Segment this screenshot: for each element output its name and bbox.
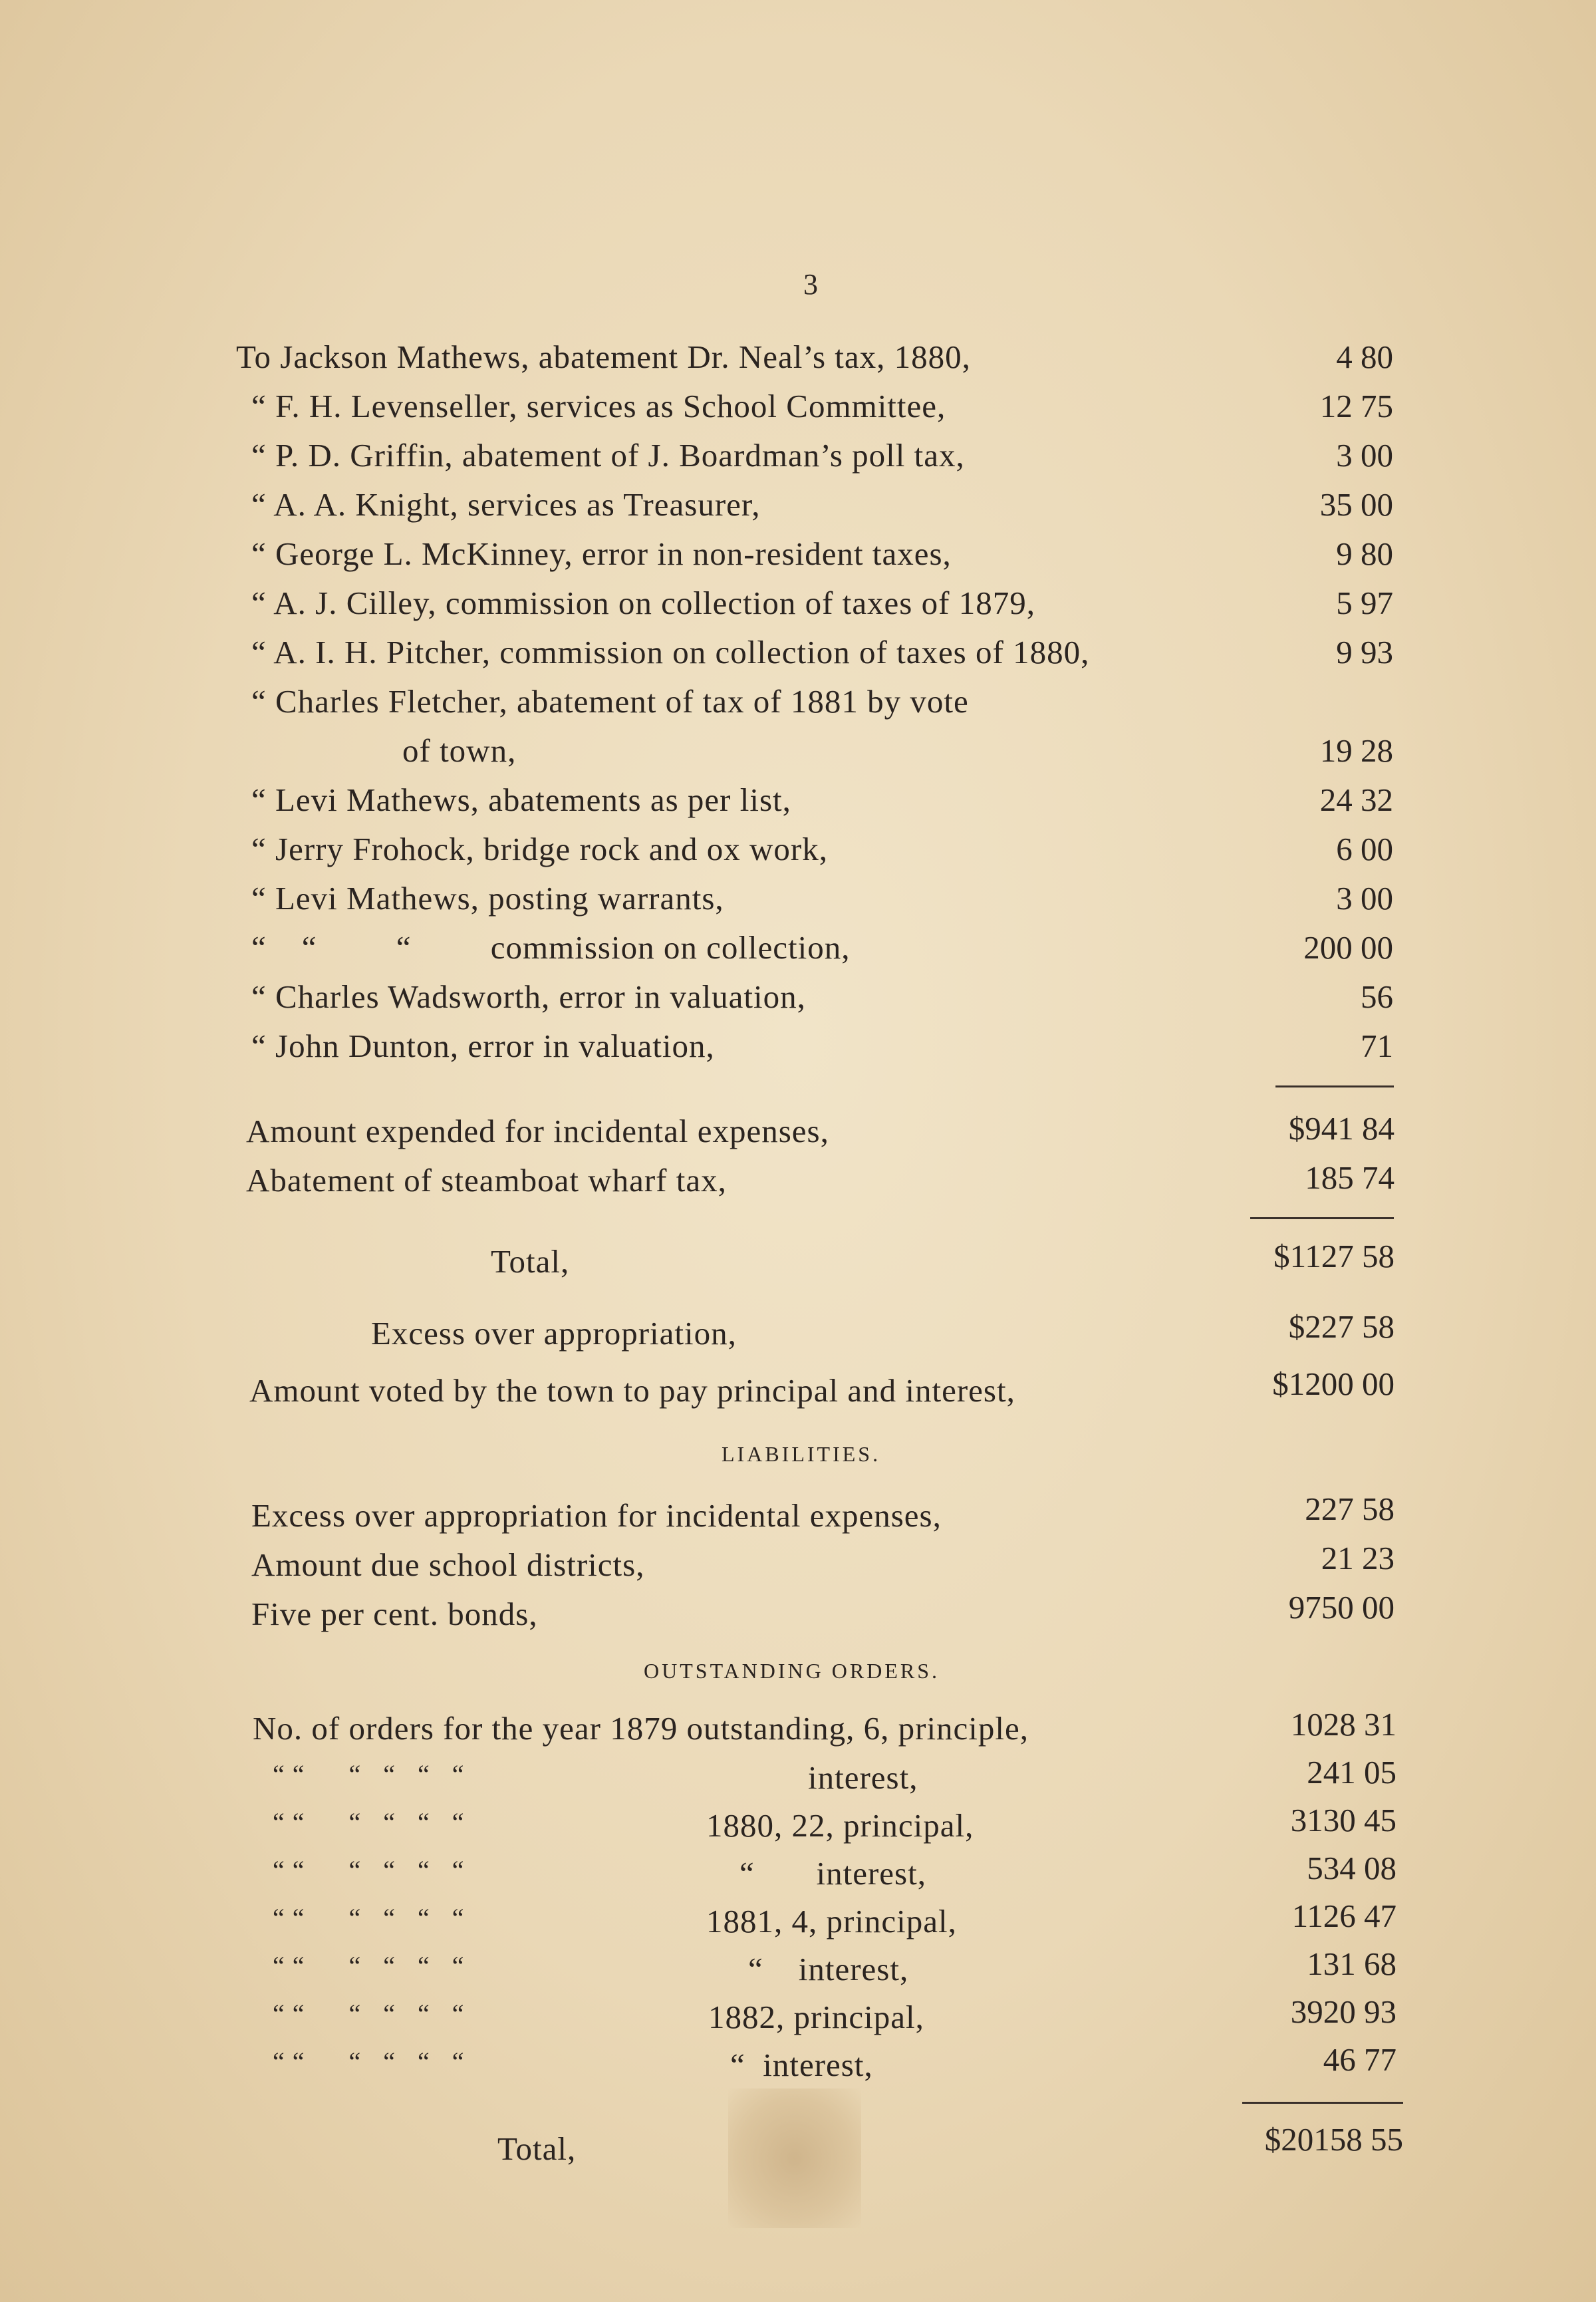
entry-text: “ P. D. Griffin, abatement of J. Boardman’s poll tax, bbox=[251, 437, 965, 474]
sum-rule bbox=[1242, 2102, 1403, 2104]
order-text: “ interest, bbox=[730, 2047, 873, 2083]
sum-rule bbox=[1275, 1085, 1394, 1087]
order-amount: 46 77 bbox=[1323, 2041, 1396, 2078]
order-text: “ interest, bbox=[739, 1855, 926, 1892]
order-amount: 1126 47 bbox=[1291, 1898, 1396, 1934]
ditto-marks: “ “ “ “ “ “ bbox=[273, 1855, 465, 1885]
entry-amount: 56 bbox=[1361, 978, 1393, 1015]
entry-amount: 9 80 bbox=[1336, 535, 1393, 572]
entry-text: “ Levi Mathews, abatements as per list, bbox=[251, 782, 791, 818]
order-text: 1880, 22, principal, bbox=[706, 1807, 974, 1844]
total-amount: $20158 55 bbox=[1264, 2121, 1403, 2158]
excess-amount: $227 58 bbox=[1288, 1308, 1395, 1345]
entry-amount: 71 bbox=[1361, 1028, 1393, 1064]
voted-label: Amount voted by the town to pay principal and interest, bbox=[249, 1372, 1015, 1409]
entry-text: “ Charles Fletcher, abatement of tax of 1881 by vote bbox=[251, 683, 969, 720]
entry-text: of town, bbox=[402, 732, 517, 769]
entry-text: “ “ “ commission on collection, bbox=[251, 929, 851, 966]
page-number: 3 bbox=[803, 268, 819, 301]
entry-amount: 200 00 bbox=[1303, 929, 1393, 966]
order-text: interest, bbox=[808, 1759, 918, 1796]
liability-text: Amount due school districts, bbox=[251, 1546, 645, 1583]
entry-amount: 24 32 bbox=[1319, 782, 1393, 818]
entry-text: “ A. I. H. Pitcher, commission on collection of taxes of 1880, bbox=[251, 634, 1090, 670]
total-amount: $1127 58 bbox=[1273, 1238, 1395, 1274]
ditto-marks: “ “ “ “ “ “ bbox=[273, 1759, 465, 1789]
entry-amount: 4 80 bbox=[1336, 339, 1393, 375]
order-amount: 131 68 bbox=[1307, 1945, 1396, 1982]
ditto-marks: “ “ “ “ “ “ bbox=[273, 1999, 465, 2029]
total-label: Total, bbox=[497, 2130, 577, 2167]
order-amount: 3920 93 bbox=[1290, 1993, 1396, 2030]
entry-text: To Jackson Mathews, abatement Dr. Neal’s tax, 1880, bbox=[236, 339, 971, 375]
liabilities-heading: LIABILITIES. bbox=[722, 1442, 881, 1466]
entry-amount: 3 00 bbox=[1336, 880, 1393, 917]
total-label: Total, bbox=[491, 1243, 570, 1280]
order-amount: 3130 45 bbox=[1290, 1802, 1396, 1838]
summary-text: Amount expended for incidental expenses, bbox=[246, 1113, 829, 1149]
ditto-marks: “ “ “ “ “ “ bbox=[273, 1903, 465, 1933]
voted-amount: $1200 00 bbox=[1272, 1366, 1395, 1402]
entry-amount: 9 93 bbox=[1336, 634, 1393, 670]
entry-text: “ John Dunton, error in valuation, bbox=[251, 1028, 715, 1064]
ditto-marks: “ “ “ “ “ “ bbox=[273, 1807, 465, 1837]
orders-heading: OUTSTANDING ORDERS. bbox=[644, 1659, 940, 1683]
entry-amount: 5 97 bbox=[1336, 585, 1393, 621]
sum-rule bbox=[1250, 1217, 1394, 1219]
entry-amount: 6 00 bbox=[1336, 831, 1393, 867]
excess-label: Excess over appropriation, bbox=[371, 1315, 737, 1352]
order-text: 1882, principal, bbox=[708, 1999, 924, 2035]
entry-text: “ Jerry Frohock, bridge rock and ox work, bbox=[251, 831, 828, 867]
liability-amount: 21 23 bbox=[1321, 1540, 1395, 1576]
summary-amount: 185 74 bbox=[1305, 1159, 1395, 1196]
entry-text: “ Levi Mathews, posting warrants, bbox=[251, 880, 724, 917]
entry-text: “ F. H. Levenseller, services as School Committee, bbox=[251, 388, 946, 424]
order-amount: 534 08 bbox=[1307, 1850, 1396, 1886]
order-first-text: No. of orders for the year 1879 outstanding, 6, principle, bbox=[253, 1710, 1029, 1747]
order-amount: 241 05 bbox=[1307, 1754, 1396, 1791]
ditto-marks: “ “ “ “ “ “ bbox=[273, 2047, 465, 2077]
ditto-marks: “ “ “ “ “ “ bbox=[273, 1951, 465, 1981]
entry-text: “ Charles Wadsworth, error in valuation, bbox=[251, 978, 806, 1015]
liability-amount: 9750 00 bbox=[1288, 1589, 1395, 1626]
entry-amount: 35 00 bbox=[1319, 486, 1393, 523]
entry-amount: 19 28 bbox=[1319, 732, 1393, 769]
order-amount: 1028 31 bbox=[1290, 1706, 1396, 1743]
liability-amount: 227 58 bbox=[1305, 1491, 1395, 1527]
paper-stain bbox=[728, 2088, 861, 2228]
entry-text: “ A. J. Cilley, commission on collection of taxes of 1879, bbox=[251, 585, 1035, 621]
summary-text: Abatement of steamboat wharf tax, bbox=[246, 1162, 727, 1199]
liability-text: Excess over appropriation for incidental expenses, bbox=[251, 1497, 942, 1534]
order-text: 1881, 4, principal, bbox=[706, 1903, 957, 1940]
entry-text: “ A. A. Knight, services as Treasurer, bbox=[251, 486, 761, 523]
entry-amount: 3 00 bbox=[1336, 437, 1393, 474]
summary-amount: $941 84 bbox=[1288, 1110, 1395, 1147]
entry-text: “ George L. McKinney, error in non-resident taxes, bbox=[251, 535, 952, 572]
order-text: “ interest, bbox=[748, 1951, 909, 1987]
entry-amount: 12 75 bbox=[1319, 388, 1393, 424]
liability-text: Five per cent. bonds, bbox=[251, 1596, 538, 1632]
